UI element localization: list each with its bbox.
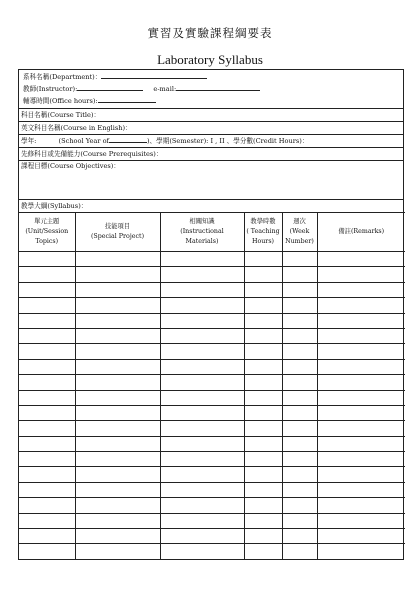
course-english-row bbox=[19, 122, 403, 135]
table-cell[interactable] bbox=[317, 313, 405, 328]
table-cell[interactable] bbox=[244, 421, 282, 436]
table-cell[interactable] bbox=[19, 436, 75, 451]
table-cell[interactable] bbox=[244, 359, 282, 374]
table-cell[interactable] bbox=[317, 544, 405, 559]
syllabus-form bbox=[18, 69, 404, 560]
table-cell[interactable] bbox=[19, 467, 75, 482]
table-cell[interactable] bbox=[244, 252, 282, 267]
objectives-label: 課程目標(Course Objectives)： bbox=[21, 162, 120, 170]
table-row bbox=[19, 513, 405, 528]
table-row bbox=[19, 482, 405, 497]
table-cell[interactable] bbox=[160, 467, 244, 482]
objectives-row bbox=[19, 161, 403, 200]
table-cell[interactable] bbox=[75, 498, 160, 513]
school-year-prefix: (School Year of bbox=[58, 137, 109, 145]
table-cell[interactable] bbox=[19, 513, 75, 528]
table-cell[interactable] bbox=[317, 344, 405, 359]
table-cell[interactable] bbox=[75, 452, 160, 467]
table-cell[interactable] bbox=[160, 375, 244, 390]
table-cell[interactable] bbox=[317, 421, 405, 436]
table-cell[interactable] bbox=[244, 344, 282, 359]
table-cell[interactable] bbox=[75, 267, 160, 282]
table-row bbox=[19, 498, 405, 513]
table-cell[interactable] bbox=[244, 498, 282, 513]
table-cell[interactable] bbox=[244, 405, 282, 420]
email-label: e-mail: bbox=[153, 85, 177, 93]
table-cell[interactable] bbox=[282, 359, 317, 374]
course-english-label: 英文科目名稱(Course in English)： bbox=[21, 124, 132, 132]
table-cell[interactable] bbox=[244, 282, 282, 297]
table-cell[interactable] bbox=[160, 282, 244, 297]
table-cell[interactable] bbox=[160, 544, 244, 559]
table-cell[interactable] bbox=[19, 390, 75, 405]
table-cell[interactable] bbox=[282, 267, 317, 282]
office-hours-label: 輔導時間(Office hours): bbox=[23, 97, 98, 105]
table-cell[interactable] bbox=[282, 421, 317, 436]
table-cell[interactable] bbox=[317, 467, 405, 482]
table-row bbox=[19, 421, 405, 436]
table-cell[interactable] bbox=[317, 529, 405, 544]
table-row bbox=[19, 467, 405, 482]
table-cell[interactable] bbox=[282, 513, 317, 528]
department-label: 系科名稱(Department)： bbox=[23, 73, 102, 81]
table-cell[interactable] bbox=[75, 529, 160, 544]
table-cell[interactable] bbox=[317, 252, 405, 267]
table-cell[interactable] bbox=[244, 513, 282, 528]
table-cell[interactable] bbox=[19, 544, 75, 559]
table-cell[interactable] bbox=[160, 359, 244, 374]
table-cell[interactable] bbox=[160, 313, 244, 328]
table-cell[interactable] bbox=[282, 529, 317, 544]
syllabus-body bbox=[19, 252, 405, 559]
table-cell[interactable] bbox=[75, 467, 160, 482]
table-row bbox=[19, 529, 405, 544]
syllabus-header-row bbox=[19, 213, 405, 252]
table-row bbox=[19, 298, 405, 313]
table-cell[interactable] bbox=[19, 498, 75, 513]
table-cell[interactable] bbox=[19, 298, 75, 313]
page-title-english: Laboratory Syllabus bbox=[157, 52, 263, 67]
table-cell[interactable] bbox=[317, 298, 405, 313]
table-row bbox=[19, 544, 405, 559]
table-cell[interactable] bbox=[160, 298, 244, 313]
table-cell[interactable] bbox=[75, 298, 160, 313]
email-field[interactable] bbox=[176, 83, 260, 91]
table-cell[interactable] bbox=[244, 529, 282, 544]
table-cell[interactable] bbox=[282, 498, 317, 513]
table-row bbox=[19, 359, 405, 374]
table-cell[interactable] bbox=[317, 359, 405, 374]
table-row bbox=[19, 436, 405, 451]
header-week-number: 週次 (Week Number) bbox=[282, 213, 317, 252]
table-cell[interactable] bbox=[19, 405, 75, 420]
table-cell[interactable] bbox=[282, 467, 317, 482]
table-cell[interactable] bbox=[282, 282, 317, 297]
table-cell[interactable] bbox=[317, 375, 405, 390]
prerequisites-row bbox=[19, 148, 403, 161]
table-cell[interactable] bbox=[244, 328, 282, 343]
table-cell[interactable] bbox=[160, 252, 244, 267]
table-cell[interactable] bbox=[282, 344, 317, 359]
table-row bbox=[19, 313, 405, 328]
table-cell[interactable] bbox=[75, 252, 160, 267]
table-row bbox=[19, 252, 405, 267]
table-cell[interactable] bbox=[19, 421, 75, 436]
table-cell[interactable] bbox=[317, 498, 405, 513]
table-cell[interactable] bbox=[244, 298, 282, 313]
instructor-label: 教師(Instructor): bbox=[23, 85, 78, 93]
table-cell[interactable] bbox=[75, 313, 160, 328]
table-cell[interactable] bbox=[244, 544, 282, 559]
header-special-project: 技能項目 (Special Project) bbox=[75, 213, 160, 252]
table-cell[interactable] bbox=[75, 328, 160, 343]
table-cell[interactable] bbox=[75, 375, 160, 390]
table-row bbox=[19, 405, 405, 420]
table-cell[interactable] bbox=[282, 298, 317, 313]
table-cell[interactable] bbox=[19, 328, 75, 343]
table-cell[interactable] bbox=[160, 390, 244, 405]
prerequisites-label: 先修科目或先備能力(Course Prerequisites)： bbox=[21, 150, 163, 158]
table-cell[interactable] bbox=[317, 436, 405, 451]
table-cell[interactable] bbox=[244, 375, 282, 390]
table-cell[interactable] bbox=[317, 267, 405, 282]
table-cell[interactable] bbox=[19, 452, 75, 467]
header-teaching-hours: 教學時數 ( Teaching Hours) bbox=[244, 213, 282, 252]
table-cell[interactable] bbox=[244, 267, 282, 282]
table-cell[interactable] bbox=[160, 267, 244, 282]
table-cell[interactable] bbox=[317, 282, 405, 297]
table-row bbox=[19, 267, 405, 282]
table-cell[interactable] bbox=[282, 544, 317, 559]
table-cell[interactable] bbox=[160, 498, 244, 513]
table-cell[interactable] bbox=[75, 513, 160, 528]
header-instructional-materials: 相關知識 (Instructional Materials) bbox=[160, 213, 244, 252]
table-cell[interactable] bbox=[19, 482, 75, 497]
table-cell[interactable] bbox=[75, 544, 160, 559]
table-cell[interactable] bbox=[160, 344, 244, 359]
table-cell[interactable] bbox=[282, 482, 317, 497]
year-label: 學年: bbox=[21, 137, 37, 145]
table-cell[interactable] bbox=[75, 344, 160, 359]
table-cell[interactable] bbox=[19, 529, 75, 544]
school-year-row bbox=[19, 135, 403, 148]
office-hours-line bbox=[21, 95, 401, 107]
table-cell[interactable] bbox=[317, 513, 405, 528]
table-cell[interactable] bbox=[244, 313, 282, 328]
table-cell[interactable] bbox=[282, 328, 317, 343]
table-row bbox=[19, 375, 405, 390]
table-cell[interactable] bbox=[75, 482, 160, 497]
table-cell[interactable] bbox=[19, 313, 75, 328]
syllabus-label: 教學大綱(Syllabus)： bbox=[21, 202, 88, 210]
table-cell[interactable] bbox=[19, 252, 75, 267]
table-cell[interactable] bbox=[160, 482, 244, 497]
table-cell[interactable] bbox=[317, 452, 405, 467]
table-cell[interactable] bbox=[19, 267, 75, 282]
table-cell[interactable] bbox=[282, 252, 317, 267]
table-row bbox=[19, 282, 405, 297]
office-hours-field[interactable] bbox=[98, 95, 156, 103]
table-cell[interactable] bbox=[75, 421, 160, 436]
table-row bbox=[19, 452, 405, 467]
table-cell[interactable] bbox=[282, 436, 317, 451]
table-cell[interactable] bbox=[75, 282, 160, 297]
table-cell[interactable] bbox=[317, 328, 405, 343]
table-cell[interactable] bbox=[19, 282, 75, 297]
table-row bbox=[19, 344, 405, 359]
table-cell[interactable] bbox=[160, 405, 244, 420]
table-cell[interactable] bbox=[160, 421, 244, 436]
table-cell[interactable] bbox=[244, 467, 282, 482]
instructor-field[interactable] bbox=[77, 83, 143, 91]
table-cell[interactable] bbox=[160, 328, 244, 343]
table-cell[interactable] bbox=[19, 344, 75, 359]
table-cell[interactable] bbox=[282, 452, 317, 467]
table-cell[interactable] bbox=[282, 375, 317, 390]
table-cell[interactable] bbox=[160, 436, 244, 451]
header-remarks: 備註(Remarks) bbox=[317, 213, 405, 252]
table-cell[interactable] bbox=[75, 390, 160, 405]
table-row bbox=[19, 328, 405, 343]
page-title-chinese: 實習及實驗課程綱要表 bbox=[147, 26, 273, 40]
department-line bbox=[21, 71, 401, 83]
table-cell[interactable] bbox=[244, 452, 282, 467]
syllabus-table bbox=[19, 212, 405, 559]
syllabus-label-row bbox=[19, 200, 403, 212]
table-cell[interactable] bbox=[160, 513, 244, 528]
table-cell[interactable] bbox=[282, 390, 317, 405]
table-cell[interactable] bbox=[75, 405, 160, 420]
course-title-label: 科目名稱(Course Title)： bbox=[21, 111, 101, 119]
table-cell[interactable] bbox=[160, 452, 244, 467]
course-title-row bbox=[19, 109, 403, 122]
table-cell[interactable] bbox=[282, 313, 317, 328]
instructor-line bbox=[21, 83, 401, 95]
department-field[interactable] bbox=[101, 71, 207, 79]
table-cell[interactable] bbox=[244, 436, 282, 451]
table-cell[interactable] bbox=[19, 375, 75, 390]
table-cell[interactable] bbox=[75, 436, 160, 451]
table-cell[interactable] bbox=[244, 390, 282, 405]
table-cell[interactable] bbox=[282, 405, 317, 420]
table-cell[interactable] bbox=[317, 390, 405, 405]
header-unit-topics: 單元主題 (Unit/Session Topics) bbox=[19, 213, 75, 252]
table-cell[interactable] bbox=[244, 482, 282, 497]
table-cell[interactable] bbox=[160, 529, 244, 544]
school-year-suffix: )、學期(Semester): I , II 、學分數(Credit Hours)： bbox=[146, 137, 309, 145]
table-cell[interactable] bbox=[75, 359, 160, 374]
school-year-field[interactable] bbox=[109, 135, 147, 143]
table-cell[interactable] bbox=[19, 359, 75, 374]
table-row bbox=[19, 390, 405, 405]
table-cell[interactable] bbox=[317, 482, 405, 497]
info-section bbox=[19, 70, 403, 109]
table-cell[interactable] bbox=[317, 405, 405, 420]
